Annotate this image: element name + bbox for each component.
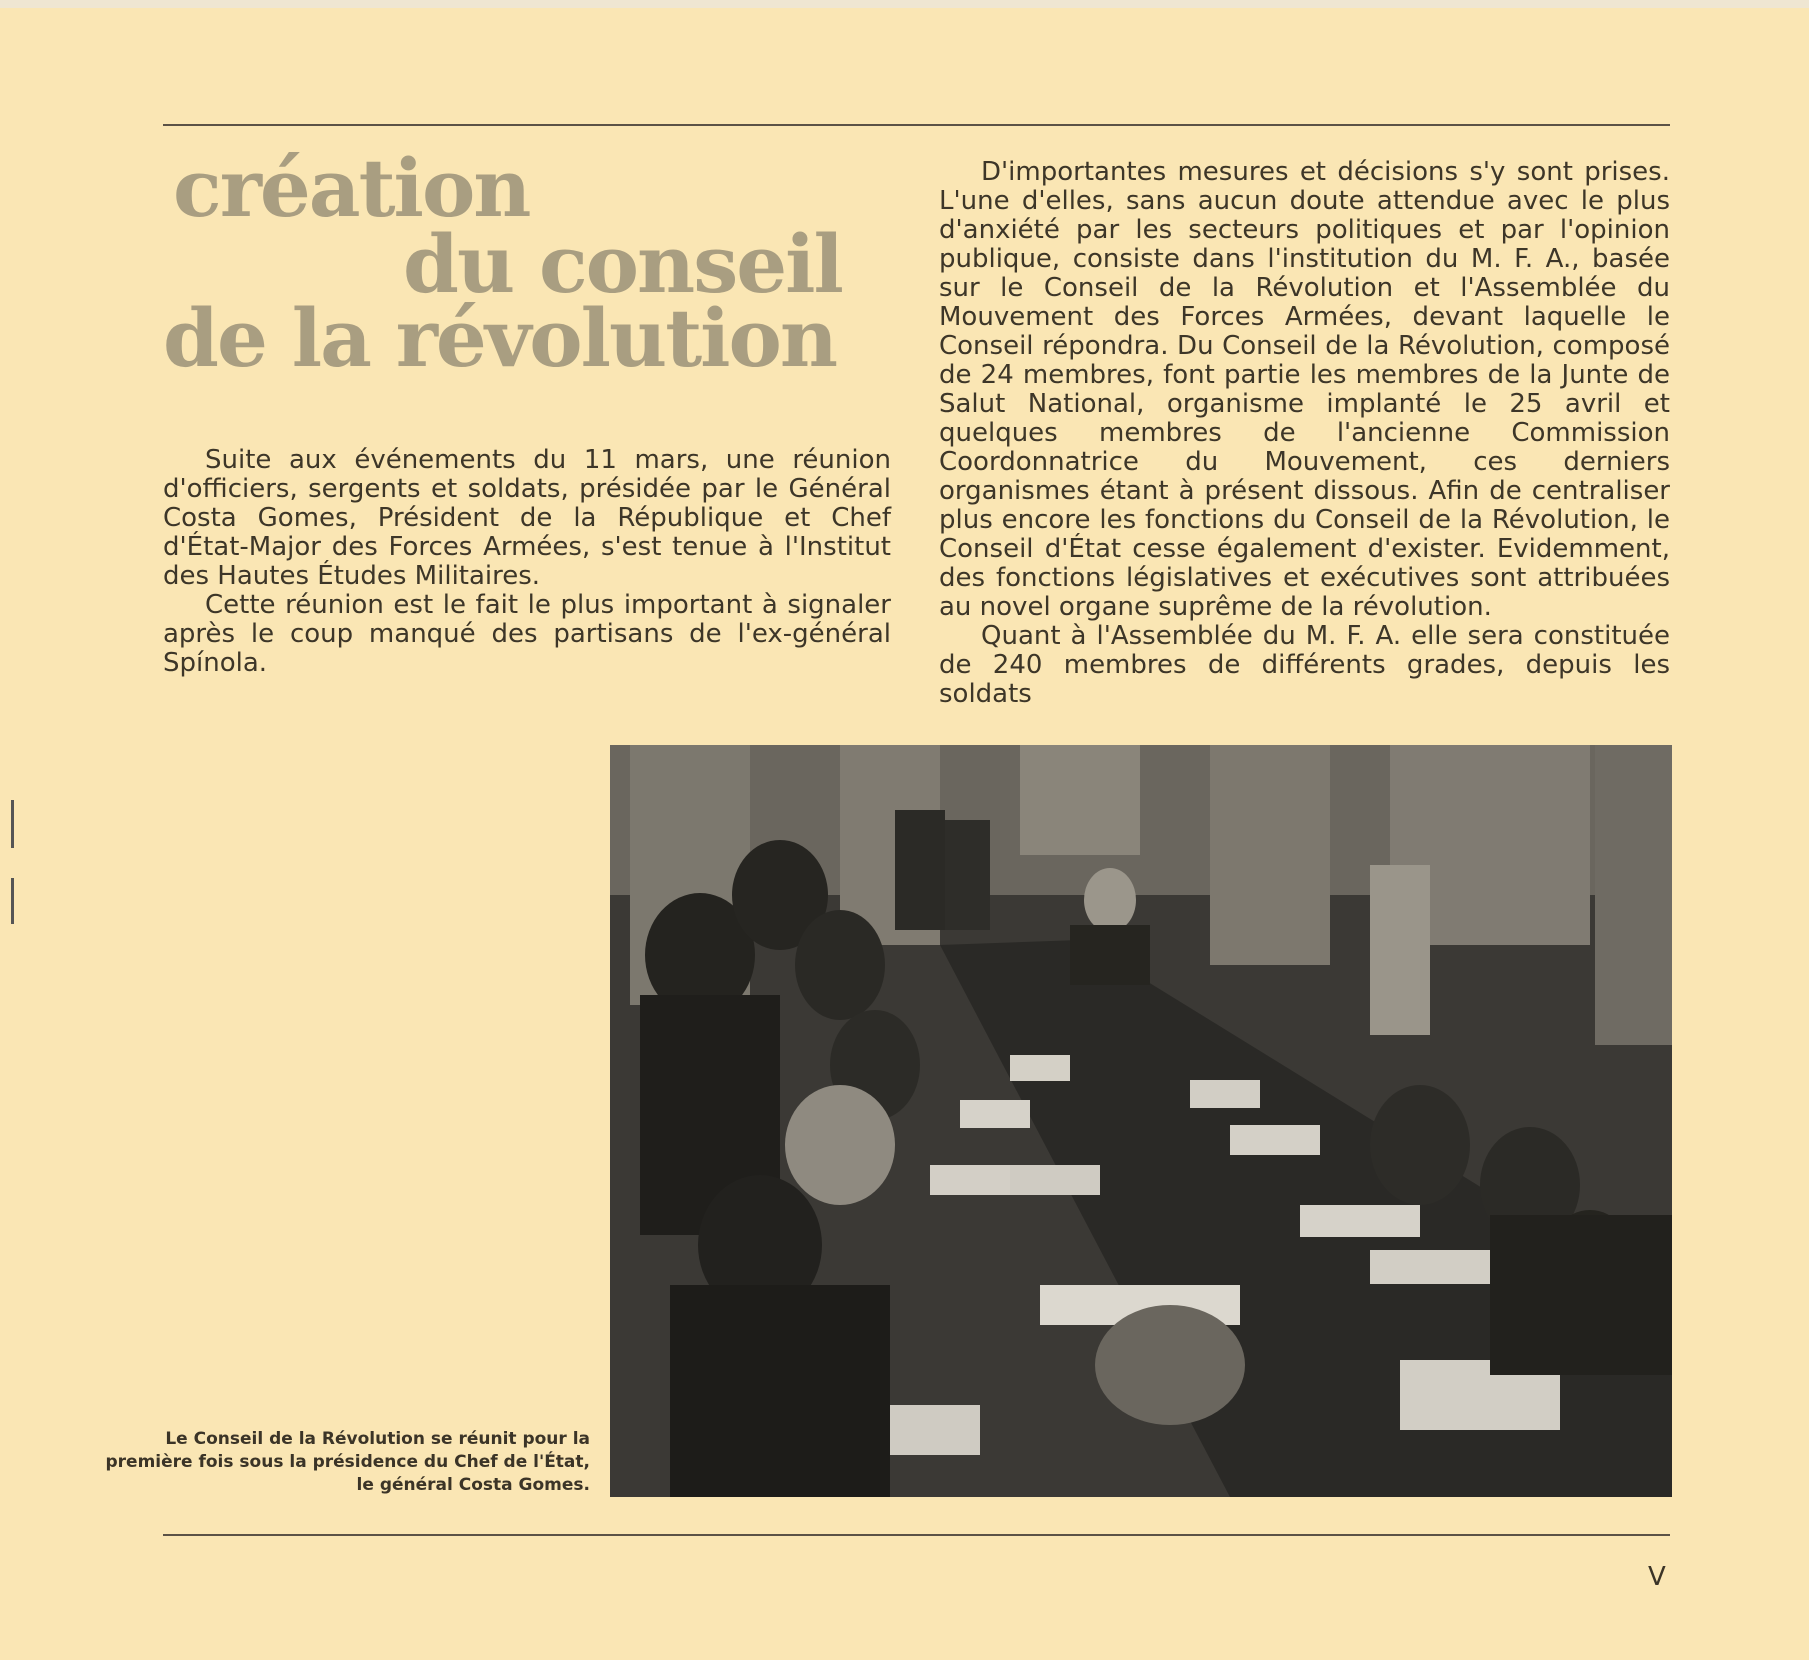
top-rule — [163, 124, 1670, 126]
title-line: du conseil — [403, 217, 842, 311]
right-column — [939, 158, 1670, 709]
bottom-rule — [163, 1534, 1670, 1536]
title-line: de la révolution — [163, 291, 837, 385]
binding-mark — [11, 878, 14, 924]
title-line: création — [173, 141, 530, 235]
paragraph: Cette réunion est le fait le plus important à signaler après le coup manqué des partisans de l'ex-général Spínola. — [163, 590, 891, 678]
paragraph: Suite aux événements du 11 mars, une réunion d'officiers, sergents et soldats, présidée par le Général Costa Gomes, Président de la République et Chef d'État-Major des Forces Armées, s'est tenue à l'Institut des Hautes Études Militaires. — [163, 445, 891, 591]
meeting-photo — [610, 745, 1672, 1497]
photo-caption: Le Conseil de la Révolution se réunit pour la première fois sous la présidence du Chef de l'État, le général Costa Gomes. — [105, 1429, 590, 1495]
meeting-photo-image — [610, 745, 1672, 1497]
page-number: V — [1648, 1562, 1666, 1592]
paragraph: Quant à l'Assemblée du M. F. A. elle sera constituée de 240 membres de différents grades, depuis les soldats — [939, 621, 1670, 709]
paragraph: D'importantes mesures et décisions s'y sont prises. L'une d'elles, sans aucun doute attendue avec le plus d'anxiété par les secteurs politiques et par l'opinion publique, consiste dans l'institution du M. F. A., basée sur le Conseil de la Révolution et l'Assemblée du Mouvement des Forces Armées, devant laquelle le Conseil répondra. Du Conseil de la Révolution, composé de 24 membres, font partie les membres de la Junte de Salut National, organisme implanté le 25 avril et quelques membres de l'ancienne Commission Coordonnatrice du Mouvement, ces derniers organismes étant à présent dissous. Afin de centraliser plus encore les fonctions du Conseil de la Révolution, le Conseil d'État cesse également d'exister. Evidemment, des fonctions législatives et exécutives sont attribuées au novel organe suprême de la révolution. — [939, 157, 1670, 622]
article-title — [163, 140, 903, 390]
page-top-edge — [0, 0, 1809, 8]
left-column — [163, 446, 891, 678]
binding-mark — [11, 800, 14, 848]
